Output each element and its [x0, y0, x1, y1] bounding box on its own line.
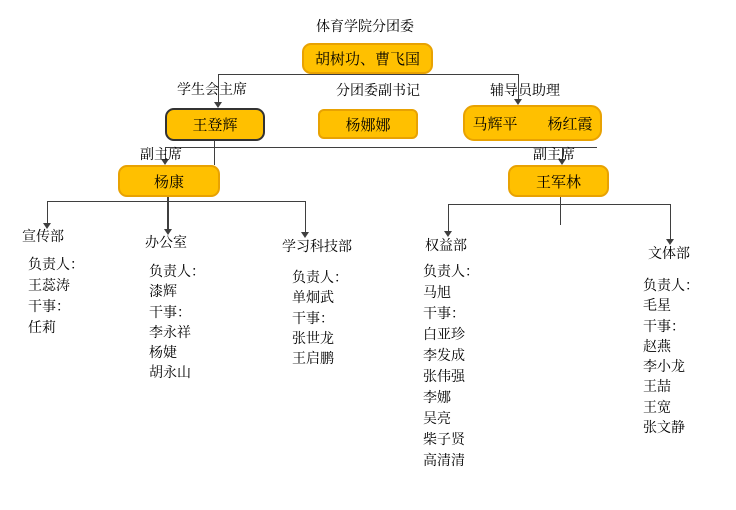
list-item: 王宽 — [643, 399, 671, 416]
node-wangdenghui[interactable]: 王登辉 — [165, 108, 265, 141]
dept-list-xuanchuanbu — [28, 255, 84, 339]
list-item: 吴亮 — [423, 411, 451, 427]
chart-title: 体育学院分团委 — [316, 19, 414, 35]
connector-rail-level1 — [218, 74, 518, 75]
role-label-student-president: 学生会主席 — [177, 82, 247, 98]
list-item: 干事： — [149, 304, 191, 321]
dept-title-quanyibu: 权益部 — [425, 238, 467, 254]
list-item: 张文静 — [643, 420, 685, 437]
list-item: 负责人： — [423, 264, 479, 280]
list-item: 柴子贤 — [423, 432, 465, 448]
node-yangnana[interactable]: 杨娜娜 — [318, 109, 418, 139]
list-item: 胡永山 — [149, 365, 191, 382]
list-item: 李发成 — [423, 348, 465, 364]
list-item: 杨婕 — [149, 345, 177, 362]
dept-list-bangongshi — [149, 262, 205, 384]
dept-list-wentibu — [643, 276, 699, 438]
connector-rail-left-departments — [47, 201, 305, 202]
arrow-down-icon — [444, 231, 452, 237]
connector-stub-wangjunlin — [560, 197, 561, 225]
list-item: 张世龙 — [292, 330, 334, 347]
list-item: 王启鹏 — [292, 351, 334, 368]
dept-list-quanyibu — [423, 262, 479, 472]
dept-title-xuanchuanbu: 宣传部 — [22, 229, 64, 245]
dept-title-wentibu: 文体部 — [648, 246, 690, 262]
list-item: 负责人： — [149, 264, 205, 280]
list-item: 赵燕 — [643, 338, 671, 355]
connector-rail-right-departments — [448, 204, 670, 205]
list-item: 单炯武 — [292, 290, 334, 307]
role-label-vice-president-right: 副主席 — [533, 147, 575, 163]
role-label-counselor-assistant: 辅导员助理 — [490, 83, 560, 99]
list-item: 毛星 — [643, 298, 671, 315]
list-item: 白亚珍 — [423, 327, 465, 343]
connector-drop-xuexikejibu — [305, 201, 306, 232]
dept-list-xuexikejibu — [292, 268, 348, 369]
node-wangjunlin[interactable]: 王军林 — [508, 165, 609, 197]
list-item: 干事： — [643, 318, 685, 335]
list-item: 干事： — [28, 299, 70, 315]
connector-stub-wangdenghui — [214, 141, 215, 165]
list-item: 李小龙 — [643, 359, 685, 376]
arrow-down-icon — [301, 232, 309, 238]
list-item: 王喆 — [643, 379, 671, 396]
dept-title-bangongshi: 办公室 — [145, 235, 187, 251]
list-item: 干事： — [292, 310, 334, 327]
list-item: 负责人： — [643, 278, 699, 294]
node-committee-secretaries[interactable]: 胡树功、曹飞国 — [302, 43, 433, 74]
dept-title-xuexikejibu: 学习科技部 — [282, 239, 352, 255]
list-item: 高清清 — [423, 453, 465, 469]
list-item: 王蕊涛 — [28, 278, 70, 294]
connector-drop-xuanchuanbu — [47, 201, 48, 223]
list-item: 干事： — [423, 306, 465, 322]
list-item: 张伟强 — [423, 369, 465, 385]
list-item: 负责人： — [292, 270, 348, 286]
role-label-vice-president-left: 副主席 — [140, 147, 182, 163]
list-item: 马旭 — [423, 285, 451, 301]
arrow-down-icon — [666, 239, 674, 245]
list-item: 漆辉 — [149, 284, 177, 301]
list-item: 负责人： — [28, 257, 84, 273]
role-label-deputy-secretary: 分团委副书记 — [336, 83, 420, 99]
list-item: 李娜 — [423, 390, 451, 406]
connector-drop-wentibu — [670, 204, 671, 239]
list-item: 李永祥 — [149, 324, 191, 341]
node-yangkang[interactable]: 杨康 — [118, 165, 220, 197]
connector-drop-quanyibu — [448, 204, 449, 231]
list-item: 任莉 — [28, 320, 56, 336]
node-mahuiping-yanghongxia[interactable]: 马辉平 杨红霞 — [463, 105, 602, 141]
